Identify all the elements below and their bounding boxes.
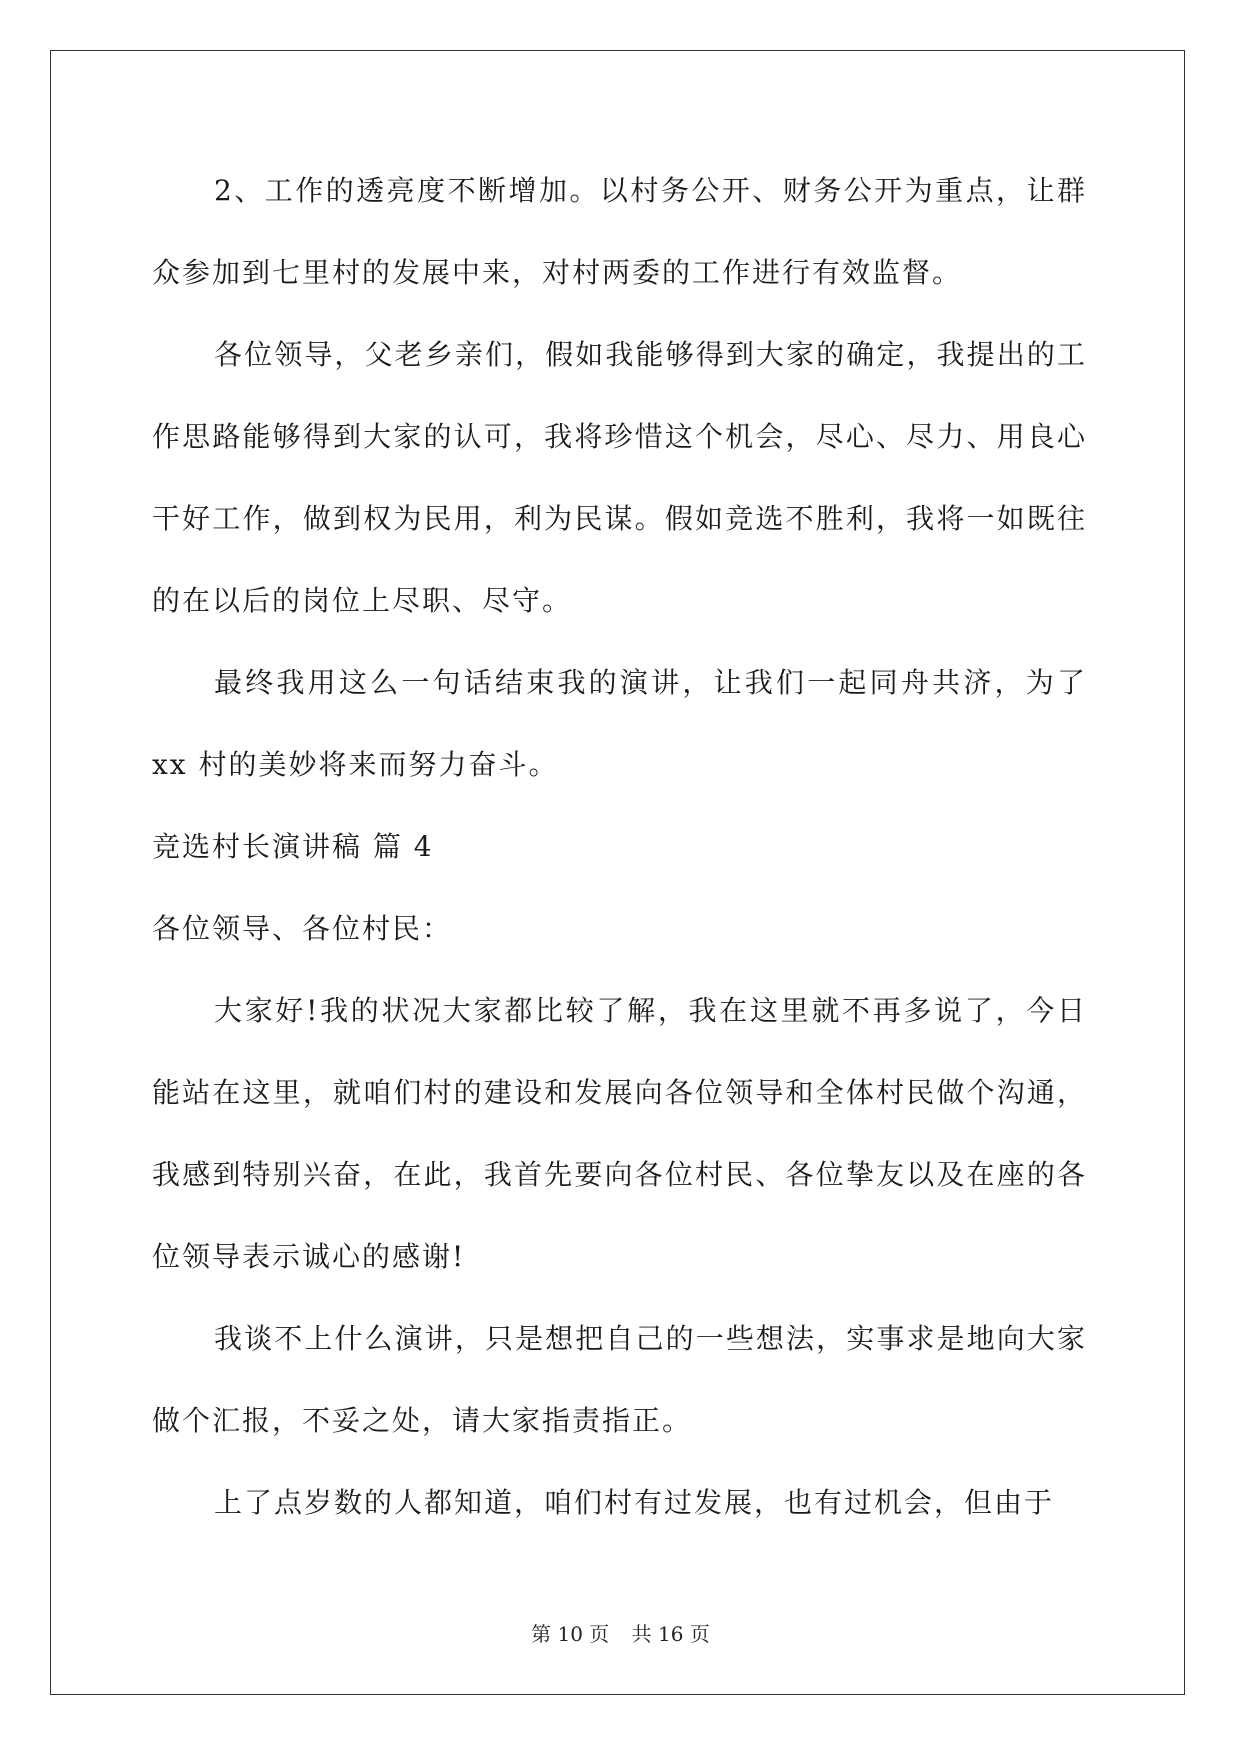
- section-heading: 竞选村长演讲稿 篇 4: [152, 830, 434, 863]
- salutation: 各位领导、各位村民：: [152, 912, 453, 945]
- paragraph-greeting: 大家好!我的状况大家都比较了解，我在这里就不再多说了，今日能站在这里，就咱们村的建设和发展向各位领导和全体村民做个沟通，我感到特别兴奋，在此，我首先要向各位村民、各位挚友以及在座的各位领导表示诚心的感谢!: [152, 994, 1087, 1273]
- paragraph-history: 上了点岁数的人都知道，咱们村有过发展，也有过机会，但由于: [214, 1486, 1055, 1519]
- paragraph-closing: 最终我用这么一句话结束我的演讲，让我们一起同舟共济，为了 xx 村的美妙将来而努力奋斗。: [152, 666, 1087, 781]
- paragraph-modesty: 我谈不上什么演讲，只是想把自己的一些想法，实事求是地向大家做个汇报，不妥之处，请大家指责指正。: [152, 1322, 1087, 1437]
- paragraph-commitment: 各位领导，父老乡亲们，假如我能够得到大家的确定，我提出的工作思路能够得到大家的认可，我将珍惜这个机会，尽心、尽力、用良心干好工作，做到权为民用，利为民谋。假如竞选不胜利，我将一如既往的在以后的岗位上尽职、尽守。: [152, 338, 1087, 617]
- page-number-total: 共 16 页: [631, 1622, 710, 1646]
- document-body: [152, 150, 1087, 1544]
- paragraph-transparency: 2、工作的透亮度不断增加。以村务公开、财务公开为重点，让群众参加到七里村的发展中来，对村两委的工作进行有效监督。: [152, 174, 1087, 289]
- page-footer: [0, 1618, 1241, 1647]
- page-number-current: 第 10 页: [531, 1622, 610, 1646]
